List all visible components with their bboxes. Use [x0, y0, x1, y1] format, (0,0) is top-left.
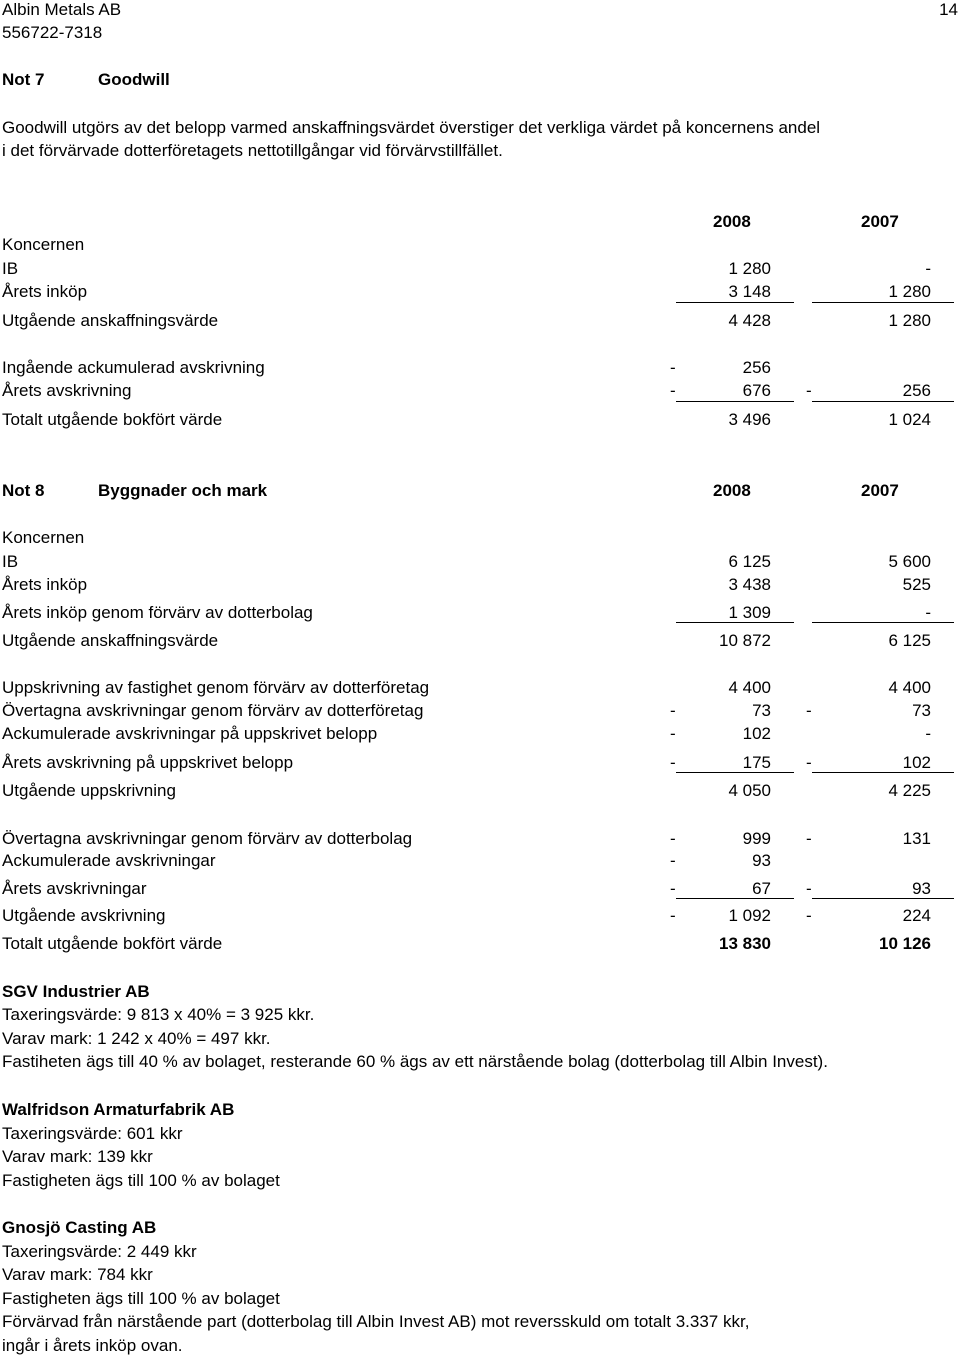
value-2007: 4 225: [888, 781, 931, 800]
row-label: Utgående anskaffningsvärde: [2, 631, 219, 650]
minus-2007: -: [806, 829, 812, 848]
minus-2007: -: [806, 753, 812, 772]
property-name: Gnosjö Casting AB: [2, 1218, 157, 1237]
value-2008: 256: [742, 358, 771, 377]
row-label: Årets avskrivning på uppskrivet belopp: [2, 753, 294, 772]
property-line: Varav mark: 784 kkr: [2, 1265, 153, 1284]
value-2008: 6 125: [728, 552, 771, 571]
sum-underline: [812, 898, 954, 899]
property-name: SGV Industrier AB: [2, 982, 150, 1001]
note7-number: Not 7: [2, 70, 45, 89]
minus-2008: -: [670, 851, 676, 870]
sum-underline: [676, 898, 794, 899]
page-number: 14: [939, 0, 958, 19]
sum-underline: [812, 302, 954, 303]
row-label: Utgående uppskrivning: [2, 781, 176, 800]
sum-underline: [812, 772, 954, 773]
value-2008: 3 438: [728, 575, 771, 594]
value-2008: 4 050: [728, 781, 771, 800]
value-2007: 525: [902, 575, 931, 594]
note8-title: Byggnader och mark: [98, 481, 268, 500]
row-label: Övertagna avskrivningar genom förvärv av dotterföretag: [2, 701, 424, 720]
sum-underline: [676, 622, 794, 623]
minus-2007: -: [806, 906, 812, 925]
company-name: Albin Metals AB: [2, 0, 122, 19]
value-2008: 676: [742, 381, 771, 400]
value-2008: 73: [752, 701, 771, 720]
row-label: Totalt utgående bokfört värde: [2, 410, 223, 429]
value-2008: 10 872: [719, 631, 771, 650]
value-2007: 6 125: [888, 631, 931, 650]
value-2007: 4 400: [888, 678, 931, 697]
property-line: Varav mark: 1 242 x 40% = 497 kkr.: [2, 1029, 271, 1048]
value-2007: 1 024: [888, 410, 931, 429]
sum-underline: [812, 622, 954, 623]
minus-2008: -: [670, 701, 676, 720]
row-label: IB: [2, 552, 19, 571]
value-2008: 3 496: [728, 410, 771, 429]
value-2007: 93: [912, 879, 931, 898]
value-2008: 1 092: [728, 906, 771, 925]
minus-2008: -: [670, 906, 676, 925]
minus-2008: -: [670, 724, 676, 743]
value-2008: 1 280: [728, 259, 771, 278]
row-label: Övertagna avskrivningar genom förvärv av dotterbolag: [2, 829, 413, 848]
note8-year-2007: 2007: [861, 481, 899, 500]
note7-year-2008: 2008: [713, 212, 751, 231]
value-2007: 1 280: [888, 311, 931, 330]
sum-underline: [676, 401, 794, 402]
row-label: Årets inköp genom förvärv av dotterbolag: [2, 603, 313, 622]
value-2007: 256: [902, 381, 931, 400]
minus-2008: -: [670, 829, 676, 848]
property-line: Förvärvad från närstående part (dotterbolag till Albin Invest AB) mot reversskuld om totalt 3.337 kkr,: [2, 1312, 750, 1331]
value-2007: 131: [902, 829, 931, 848]
value-2008: 4 428: [728, 311, 771, 330]
value-2007: 5 600: [888, 552, 931, 571]
value-2008: 3 148: [728, 282, 771, 301]
row-label: Årets avskrivning: [2, 381, 132, 400]
row-label: Ingående ackumulerad avskrivning: [2, 358, 265, 377]
note8-year-2008: 2008: [713, 481, 751, 500]
property-line: Taxeringsvärde: 2 449 kkr: [2, 1242, 197, 1261]
value-2007: 10 126: [879, 934, 931, 953]
minus-2008: -: [670, 753, 676, 772]
note7-title: Goodwill: [98, 70, 170, 89]
minus-2008: -: [670, 879, 676, 898]
value-2008: 93: [752, 851, 771, 870]
row-label: IB: [2, 259, 19, 278]
value-2007: 73: [912, 701, 931, 720]
value-2007: 102: [902, 753, 931, 772]
row-label: Årets avskrivningar: [2, 879, 147, 898]
row-label: Årets inköp: [2, 575, 88, 594]
row-label: Uppskrivning av fastighet genom förvärv av dotterföretag: [2, 678, 430, 697]
property-line: Taxeringsvärde: 9 813 x 40% = 3 925 kkr.: [2, 1005, 315, 1024]
value-2008: 175: [742, 753, 771, 772]
row-label: Utgående anskaffningsvärde: [2, 311, 219, 330]
row-label: Årets inköp: [2, 282, 88, 301]
minus-2007: -: [806, 701, 812, 720]
value-2007: -: [925, 603, 931, 622]
value-2008: 102: [742, 724, 771, 743]
property-line: Varav mark: 139 kkr: [2, 1147, 153, 1166]
value-2008: 67: [752, 879, 771, 898]
property-line: Fastiheten ägs till 40 % av bolaget, resterande 60 % ägs av ett närstående bolag (dotterbolag till Albin Invest).: [2, 1052, 828, 1071]
value-2008: 4 400: [728, 678, 771, 697]
note7-text-line1: Goodwill utgörs av det belopp varmed anskaffningsvärdet överstiger det verkliga värdet på koncernens andel: [2, 118, 821, 137]
value-2008: 999: [742, 829, 771, 848]
property-line: Taxeringsvärde: 601 kkr: [2, 1124, 183, 1143]
row-label: Totalt utgående bokfört värde: [2, 934, 223, 953]
sum-underline: [676, 302, 794, 303]
row-label: Ackumulerade avskrivningar på uppskrivet belopp: [2, 724, 378, 743]
value-2007: 224: [902, 906, 931, 925]
property-name: Walfridson Armaturfabrik AB: [2, 1100, 235, 1119]
note8-number: Not 8: [2, 481, 45, 500]
value-2007: -: [925, 259, 931, 278]
minus-2007: -: [806, 879, 812, 898]
value-2008: 13 830: [719, 934, 771, 953]
property-line: Fastigheten ägs till 100 % av bolaget: [2, 1289, 280, 1308]
value-2007: 1 280: [888, 282, 931, 301]
note7-group-label: Koncernen: [2, 235, 85, 254]
property-line: ingår i årets inköp ovan.: [2, 1336, 183, 1355]
property-line: Fastigheten ägs till 100 % av bolaget: [2, 1171, 280, 1190]
minus-2007: -: [806, 381, 812, 400]
note7-text-line2: i det förvärvade dotterföretagets nettotillgångar vid förvärvstillfället.: [2, 141, 503, 160]
minus-2008: -: [670, 381, 676, 400]
sum-underline: [812, 401, 954, 402]
row-label: Utgående avskrivning: [2, 906, 166, 925]
value-2008: 1 309: [728, 603, 771, 622]
note7-year-2007: 2007: [861, 212, 899, 231]
sum-underline: [676, 772, 794, 773]
minus-2008: -: [670, 358, 676, 377]
note8-group-label: Koncernen: [2, 528, 85, 547]
row-label: Ackumulerade avskrivningar: [2, 851, 216, 870]
value-2007: -: [925, 724, 931, 743]
org-number: 556722-7318: [2, 23, 103, 42]
